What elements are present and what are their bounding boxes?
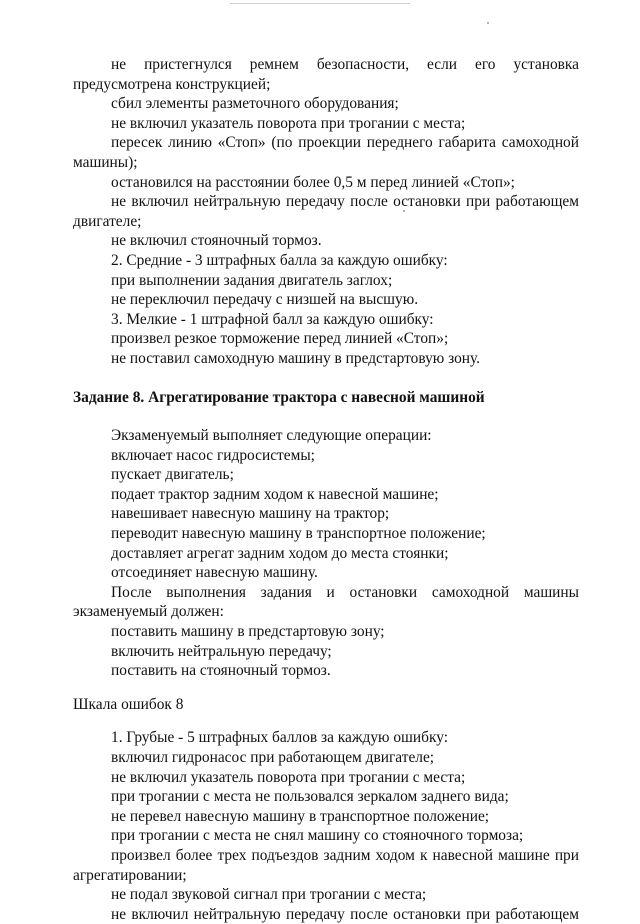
- text-line: произвел резкое торможение перед линией «Стоп»;: [111, 330, 449, 348]
- text-line: не включил указатель поворота при трогании с места;: [111, 768, 466, 786]
- text-line: 2. Средние - 3 штрафных балла за каждую ошибку:: [111, 251, 448, 269]
- text-line: произвел более трех подъездов задним ходом к навесной машине при: [111, 846, 579, 864]
- text-line: при выполнении задания двигатель заглох;: [111, 271, 393, 289]
- text-line: пересек линию «Стоп» (по проекции переднего габарита самоходной: [111, 134, 579, 152]
- scan-speck: [487, 22, 489, 24]
- text-line: не подал звуковой сигнал при трогании с места;: [111, 886, 427, 904]
- text-line: 1. Грубые - 5 штрафных баллов за каждую ошибку:: [111, 729, 448, 747]
- text-line: включить нейтральную передачу;: [111, 642, 332, 660]
- text-line: 3. Мелкие - 1 штрафной балл за каждую ошибку:: [111, 310, 434, 328]
- scan-edge-line: [230, 3, 410, 4]
- text-line: двигателе;: [73, 212, 142, 230]
- task-8-operations: [73, 426, 579, 681]
- text-line: поставить машину в предстартовую зону;: [111, 623, 385, 641]
- text-line: не включил нейтральную передачу после остановки при работающем: [111, 193, 579, 211]
- error-scale-title: Шкала ошибок 8: [73, 695, 184, 713]
- text-line: не пристегнулся ремнем безопасности, если его установка: [111, 56, 579, 73]
- text-line: экзаменуемый должен:: [73, 603, 224, 621]
- text-line: навешивает навесную машину на трактор;: [111, 505, 390, 523]
- penalty-list-continued: [73, 55, 579, 369]
- text-line: машины);: [73, 153, 138, 171]
- text-line: не поставил самоходную машину в предстартовую зону.: [111, 349, 481, 367]
- text-line: Экзаменуемый выполняет следующие операции:: [111, 427, 432, 445]
- text-line: не перевел навесную машину в транспортное положение;: [111, 807, 490, 825]
- text-line: сбил элементы разметочного оборудования;: [111, 95, 399, 113]
- task-8-heading: Задание 8. Агрегатирование трактора с навесной машиной: [73, 388, 485, 406]
- text-line: переводит навесную машину в транспортное положение;: [111, 525, 486, 543]
- text-line: включил гидронасос при работающем двигателе;: [111, 749, 435, 766]
- text-line: не включил нейтральную передачу после остановки при работающем: [111, 905, 579, 923]
- document-body: [73, 55, 579, 924]
- text-line: поставить на стояночный тормоз.: [111, 662, 331, 680]
- text-line: предусмотрена конструкцией;: [73, 75, 271, 93]
- error-scale-8-list: [73, 728, 579, 924]
- text-line: остановился на расстоянии более 0,5 м перед линией «Стоп»;: [111, 173, 515, 191]
- text-line: не включил стояночный тормоз.: [111, 232, 322, 250]
- text-line: не переключил передачу с низшей на высшую.: [111, 291, 419, 309]
- text-line: После выполнения задания и остановки самоходной машины: [111, 583, 579, 601]
- text-line: не включил указатель поворота при трогании с места;: [111, 114, 466, 132]
- text-line: при трогании с места не пользовался зеркалом заднего вида;: [111, 788, 509, 806]
- text-line: при трогании с места не снял машину со стояночного тормоза;: [111, 827, 524, 845]
- text-line: отсоединяет навесную машину.: [111, 564, 318, 582]
- text-line: включает насос гидросистемы;: [111, 446, 315, 464]
- text-line: подает трактор задним ходом к навесной машине;: [111, 485, 439, 503]
- text-line: агрегатировании;: [73, 866, 187, 884]
- text-line: доставляет агрегат задним ходом до места стоянки;: [111, 544, 449, 562]
- text-line: пускает двигатель;: [111, 466, 234, 484]
